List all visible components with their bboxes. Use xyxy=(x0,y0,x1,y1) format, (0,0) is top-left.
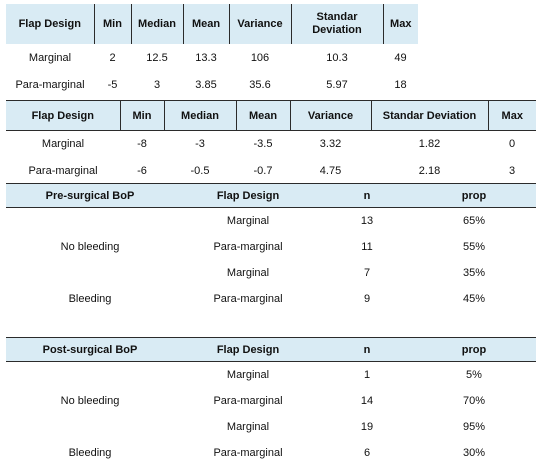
table-2-header-mean: Mean xyxy=(236,101,290,131)
table-cell: 30% xyxy=(462,446,486,459)
table-cell: 11 xyxy=(361,240,373,253)
table-row xyxy=(6,362,536,388)
table-cell: 2.18 xyxy=(418,164,441,177)
table-4-header-prop: prop xyxy=(461,343,487,356)
table-row xyxy=(6,414,536,440)
table-cell: 3.85 xyxy=(195,78,217,91)
table-1-header-mean: Mean xyxy=(183,4,229,44)
table-cell: Bleeding xyxy=(68,446,112,459)
table-cell: 1 xyxy=(363,368,371,381)
table-3-header-bop: Pre-surgical BoP xyxy=(45,189,135,202)
table-2 xyxy=(6,100,536,184)
table-1-header-flap-design: Flap Design xyxy=(6,4,94,44)
table-cell: 5% xyxy=(466,368,482,381)
table-cell: 14 xyxy=(360,394,374,407)
table-row xyxy=(6,388,536,414)
table-cell: Marginal xyxy=(41,138,85,151)
table-cell: Para-marginal xyxy=(213,446,283,459)
table-cell: 95% xyxy=(462,420,486,433)
table-cell: 55% xyxy=(462,240,486,253)
table-4-header-bop: Post-surgical BoP xyxy=(42,343,138,356)
table-cell: -3.5 xyxy=(253,138,273,151)
table-cell: 1.82 xyxy=(418,138,441,151)
table-cell: Para-marginal xyxy=(213,394,283,407)
table-cell: 3.32 xyxy=(319,138,342,151)
table-3-header-prop: prop xyxy=(461,189,487,202)
table-cell: -8 xyxy=(137,138,147,151)
table-cell: -0.7 xyxy=(253,164,273,177)
table-3-header xyxy=(6,184,536,208)
table-row xyxy=(6,71,418,98)
table-row xyxy=(6,158,536,184)
table-cell: 106 xyxy=(250,51,270,64)
table-cell: 2 xyxy=(109,51,116,64)
table-2-header-flap-design: Flap Design xyxy=(6,101,120,131)
table-cell xyxy=(6,414,174,440)
table-cell: 70% xyxy=(462,394,486,407)
table-4-header-n: n xyxy=(363,343,371,356)
table-cell: 7 xyxy=(363,266,371,279)
table-row xyxy=(6,440,536,466)
table-cell: No bleeding xyxy=(60,394,120,407)
table-cell: No bleeding xyxy=(60,240,120,253)
table-1-header-std-dev: Standar Deviation xyxy=(291,4,383,44)
table-cell: -5 xyxy=(107,78,118,91)
table-2-header-max: Max xyxy=(501,109,523,122)
table-cell: 19 xyxy=(360,420,374,433)
table-1-header xyxy=(6,4,418,44)
table-cell: 13 xyxy=(360,214,374,227)
table-cell: Marginal xyxy=(226,420,270,433)
table-row xyxy=(6,44,418,71)
table-2-header xyxy=(6,101,536,131)
table-cell: 5.97 xyxy=(326,78,348,91)
table-row xyxy=(6,208,536,234)
table-row xyxy=(6,234,536,260)
table-cell: Marginal xyxy=(28,51,72,64)
table-cell: 35.6 xyxy=(249,78,271,91)
table-cell: Para-marginal xyxy=(213,240,283,253)
table-cell: Para-marginal xyxy=(213,292,283,305)
table-cell xyxy=(6,362,174,388)
table-2-header-median: Median xyxy=(164,101,236,131)
table-row xyxy=(6,131,536,158)
table-cell: Marginal xyxy=(226,266,270,279)
table-cell: -6 xyxy=(137,164,147,177)
table-cell: 13.3 xyxy=(195,51,217,64)
table-cell xyxy=(6,208,174,234)
table-3-header-n: n xyxy=(363,189,371,202)
table-1-header-variance: Variance xyxy=(229,4,291,44)
table-4-header xyxy=(6,338,536,362)
table-cell: 49 xyxy=(394,51,407,64)
table-cell: 4.75 xyxy=(319,164,342,177)
table-cell: Marginal xyxy=(226,368,270,381)
table-cell: 65% xyxy=(462,214,486,227)
table-cell xyxy=(6,260,174,286)
table-3 xyxy=(6,183,536,312)
table-cell: 9 xyxy=(363,292,371,305)
table-cell: -3 xyxy=(195,138,205,151)
table-cell: 6 xyxy=(363,446,371,459)
table-2-header-std-dev: Standar Deviation xyxy=(371,101,488,131)
table-2-header-min: Min xyxy=(120,101,164,131)
table-cell: Marginal xyxy=(226,214,270,227)
table-2-header-variance: Variance xyxy=(290,101,371,131)
table-cell: Para-marginal xyxy=(28,164,98,177)
table-cell: 18 xyxy=(394,78,407,91)
table-cell: Para-marginal xyxy=(15,78,85,91)
table-cell: 45% xyxy=(462,292,486,305)
table-cell: Bleeding xyxy=(68,292,112,305)
table-4 xyxy=(6,337,536,466)
table-cell: -0.5 xyxy=(190,164,210,177)
table-1-header-max: Max xyxy=(390,18,412,30)
table-1 xyxy=(6,4,418,98)
table-cell: 10.3 xyxy=(326,51,348,64)
table-cell: 3 xyxy=(508,164,516,177)
table-4-header-flap-design: Flap Design xyxy=(216,343,280,356)
table-3-header-flap-design: Flap Design xyxy=(216,189,280,202)
table-cell: 0 xyxy=(508,138,516,151)
table-cell: 35% xyxy=(462,266,486,279)
table-1-header-median: Median xyxy=(131,4,183,44)
table-cell: 12.5 xyxy=(146,51,168,64)
table-row xyxy=(6,260,536,286)
table-1-header-min: Min xyxy=(94,4,131,44)
table-cell: 3 xyxy=(153,78,161,91)
table-row xyxy=(6,286,536,312)
